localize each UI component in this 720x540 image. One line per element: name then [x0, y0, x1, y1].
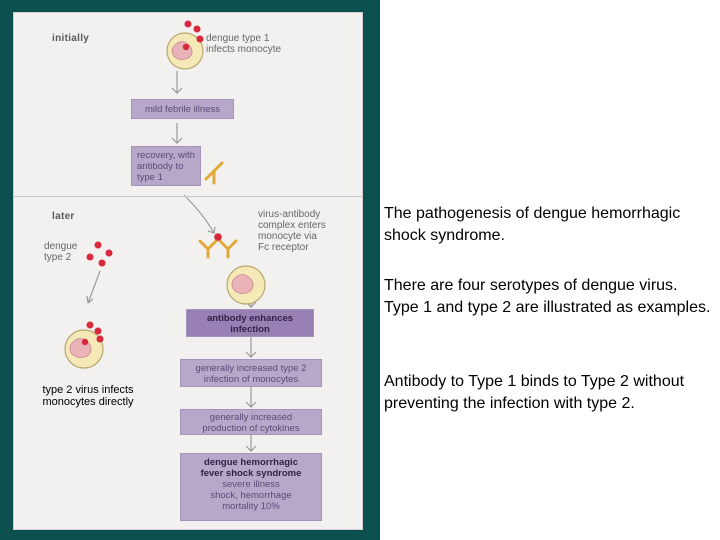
later-label: later	[52, 211, 75, 222]
antibody-enhances-box: antibody enhances infection	[186, 309, 314, 337]
type2-note: dengue type 2	[44, 241, 78, 263]
diagram-panel	[13, 12, 363, 530]
type1-note: dengue type 1 infects monocyte	[206, 33, 282, 55]
type2-virus-icon	[87, 242, 113, 267]
shock-syndrome-box: dengue hemorrhagic fever shock syndrome severe illness shock, hemorrhage mortality 10%	[180, 453, 322, 521]
title-paragraph: The pathogenesis of dengue hemorrhagic shock syndrome.	[384, 205, 681, 244]
antibody-icon	[206, 163, 222, 183]
recovery-box: recovery, with antibody to type 1	[131, 146, 201, 186]
antibody-paragraph: Antibody to Type 1 binds to Type 2 without preventing the infection with type 2.	[384, 373, 685, 412]
complex-note: virus-antibody complex enters monocyte via Fc receptor	[258, 209, 326, 253]
mild-febrile-illness-box: mild febrile illness	[131, 99, 234, 119]
initially-label: initially	[52, 33, 90, 44]
serotypes-paragraph: There are four serotypes of dengue virus. Type 1 and type 2 are illustrated as examples.	[384, 277, 711, 316]
complex-antibody-icon	[200, 241, 236, 257]
increased-infection-box: generally increased type 2 infection of monocytes	[180, 359, 322, 387]
cytokines-box: generally increased production of cytokines	[180, 409, 322, 435]
section-divider	[14, 196, 362, 197]
type2-monocyte-direct-icon	[65, 322, 104, 369]
direct-infection-caption: type 2 virus infects monocytes directly	[42, 384, 134, 408]
complex-virus-icon	[214, 233, 222, 241]
type2-monocyte-later-icon	[227, 266, 265, 304]
diagram-drawing	[14, 13, 362, 529]
